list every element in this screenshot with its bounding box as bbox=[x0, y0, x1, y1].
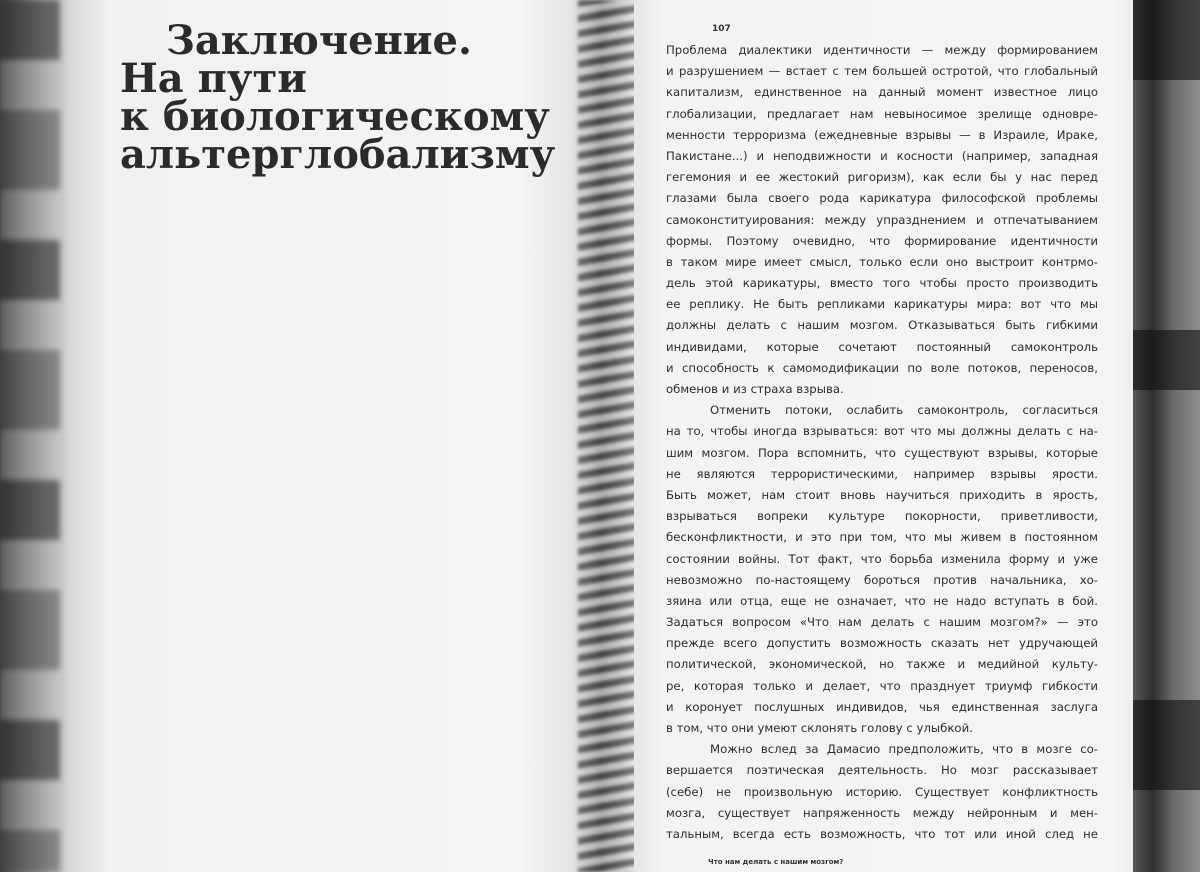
edge-shadow bbox=[1133, 700, 1200, 790]
text-line: ее реплику. Не быть репликами карикатуры мира: вот что мы bbox=[666, 297, 1098, 312]
text-line: Пакистане...) и неподвижности и косности (например, западная bbox=[666, 148, 1098, 163]
chapter-title-line: Заключение. bbox=[166, 17, 472, 64]
right-page-edge bbox=[1133, 0, 1200, 872]
page-number: 107 bbox=[712, 24, 731, 34]
text-line: политической, экономической, но также и медийной культу- bbox=[666, 657, 1098, 672]
running-footer: Что нам делать с нашим мозгом? bbox=[708, 858, 844, 866]
text-line: мозга, существует напряженность между нейронным и мен- bbox=[666, 805, 1098, 820]
text-line: в таком мире имеет смысл, только если оно выстроит контрмо- bbox=[666, 254, 1098, 269]
text-line: глазами была своего рода карикатура философской проблемы bbox=[666, 191, 1098, 206]
text-line: капитализм, единственное на данный момент известное лицо bbox=[666, 85, 1098, 100]
text-line: глобализации, предлагает нам невыносимое зрелище одновре- bbox=[666, 106, 1098, 121]
text-line: и разрушением — встает с тем большей остротой, что глобальный bbox=[666, 64, 1098, 79]
text-line: гегемония и ее жестокий ригоризм), как если бы у нас перед bbox=[666, 170, 1098, 185]
text-line: ре, которая только и делает, что празднует триумф гибкости bbox=[666, 678, 1098, 693]
text-line: (себе) не произвольную историю. Существует конфликтность bbox=[666, 784, 1098, 799]
text-line: бесконфликтности, и это при том, что мы живем в постоянном bbox=[666, 530, 1098, 545]
text-line: дель этой карикатуры, вместо того чтобы просто производить bbox=[666, 276, 1098, 291]
text-line: формы. Поэтому очевидно, что формирование идентичности bbox=[666, 233, 1098, 248]
text-line: взрываться вопреки культуре покорности, приветливости, bbox=[666, 509, 1098, 524]
left-page-edge-shadow bbox=[0, 0, 60, 872]
edge-shadow bbox=[1133, 330, 1200, 390]
text-line: и способность к самомодификации по воле потоков, переносов, bbox=[666, 360, 1098, 375]
text-line: не являются террористическими, например взрывы ярости. bbox=[666, 466, 1098, 481]
text-line: должны делать с нашим мозгом. Отказываться быть гибкими bbox=[666, 318, 1098, 333]
left-page bbox=[0, 0, 590, 872]
text-line: прежде всего допустить возможность сказать нет удручающей bbox=[666, 636, 1098, 651]
text-line: менности терроризма (ежедневные взрывы — в Израиле, Ираке, bbox=[666, 127, 1098, 142]
text-line: в том, что они умеют склонять голову с улыбкой. bbox=[666, 721, 973, 735]
text-line: состоянии войны. Тот факт, что борьба изменила форму и уже bbox=[666, 551, 1098, 566]
text-line: самоконституирования: между упразднением и отпечатыванием bbox=[666, 212, 1098, 227]
body-text bbox=[666, 40, 1098, 845]
text-line: зяина или отца, еще не означает, что не надо вступать в бой. bbox=[666, 593, 1098, 608]
text-line: и коронует послушных индивидов, чья единственная заслуга bbox=[666, 699, 1098, 714]
chapter-title-line: альтерглобализму bbox=[120, 131, 556, 178]
chapter-title bbox=[120, 17, 580, 178]
chapter-title-line: На пути bbox=[120, 55, 307, 102]
text-line: Отменить потоки, ослабить самоконтроль, согласиться bbox=[710, 403, 1098, 418]
text-line: Проблема диалектики идентичности — между формированием bbox=[666, 43, 1098, 57]
chapter-title-line: к биологическому bbox=[120, 93, 550, 140]
text-line: обменов и из страха взрыва. bbox=[666, 382, 844, 396]
text-line: индивидами, которые сочетают постоянный самоконтроль bbox=[666, 339, 1098, 354]
text-line: Быть может, нам стоит вновь научиться приходить в ярость, bbox=[666, 487, 1098, 502]
text-line: невозможно по-настоящему бороться против начальника, хо- bbox=[666, 572, 1098, 587]
text-line: шим мозгом. Пора вспомнить, что существуют взрывы, которые bbox=[666, 445, 1098, 460]
text-line: Можно вслед за Дамасио предположить, что в мозге со- bbox=[710, 742, 1098, 757]
text-line: вершается поэтическая деятельность. Но мозг рассказывает bbox=[666, 763, 1098, 778]
book-gutter bbox=[578, 0, 636, 872]
text-line: тальным, всегда есть возможность, что тот или иной след не bbox=[666, 826, 1098, 841]
text-line: на то, чтобы иногда взрываться: вот что мы должны делать с на- bbox=[666, 424, 1098, 439]
edge-shadow bbox=[1133, 0, 1200, 80]
text-line: Задаться вопросом «Что нам делать с нашим мозгом?» — это bbox=[666, 615, 1098, 630]
